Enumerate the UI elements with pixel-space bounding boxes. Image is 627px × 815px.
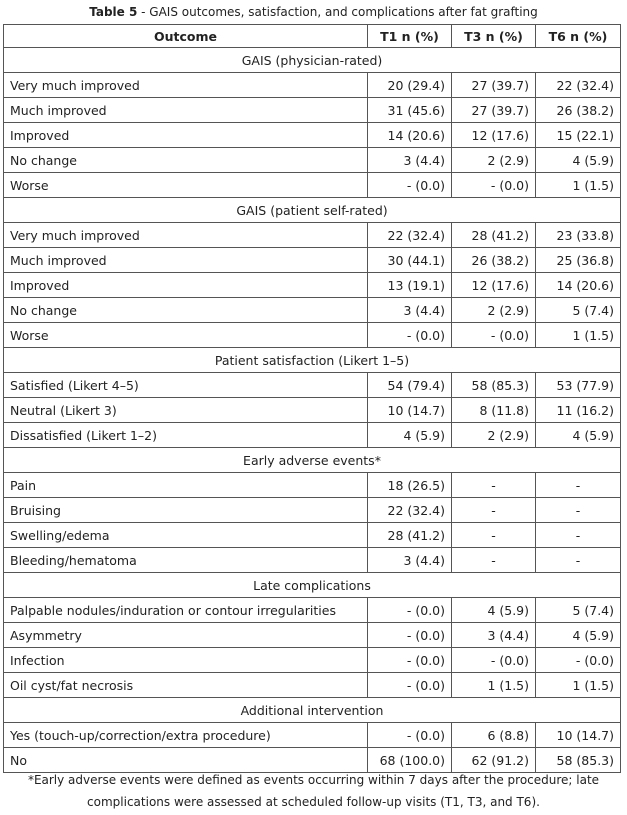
header-t6: T6 n (%)	[536, 25, 621, 48]
table-row	[4, 248, 621, 273]
footnote-line-1: *Early adverse events were defined as events occurring within 7 days after the procedure; late	[27, 773, 600, 787]
cell-t3: 12 (17.6)	[452, 273, 536, 298]
cell-t1: - (0.0)	[368, 723, 452, 748]
cell-t3: 2 (2.9)	[452, 148, 536, 173]
table-title: - GAIS outcomes, satisfaction, and complications after fat grafting	[137, 5, 538, 19]
cell-t3: - (0.0)	[452, 323, 536, 348]
table-row	[4, 98, 621, 123]
table-row	[4, 173, 621, 198]
cell-t6: 4 (5.9)	[536, 423, 621, 448]
cell-t6: 10 (14.7)	[536, 723, 621, 748]
section-title: Late complications	[4, 573, 621, 598]
row-label: No change	[4, 298, 368, 323]
cell-t3: 28 (41.2)	[452, 223, 536, 248]
section-title: GAIS (patient self-rated)	[4, 198, 621, 223]
section-header-row	[4, 698, 621, 723]
cell-t1: 3 (4.4)	[368, 148, 452, 173]
row-label: Pain	[4, 473, 368, 498]
header-t1: T1 n (%)	[368, 25, 452, 48]
cell-t3: - (0.0)	[452, 173, 536, 198]
cell-t6: - (0.0)	[536, 648, 621, 673]
cell-t6: -	[536, 523, 621, 548]
table-row	[4, 223, 621, 248]
row-label: Improved	[4, 273, 368, 298]
table-body	[4, 48, 621, 773]
table-row	[4, 473, 621, 498]
row-label: Very much improved	[4, 73, 368, 98]
table-row	[4, 648, 621, 673]
row-label: Bruising	[4, 498, 368, 523]
cell-t3: 1 (1.5)	[452, 673, 536, 698]
row-label: Worse	[4, 173, 368, 198]
table-row	[4, 73, 621, 98]
cell-t1: 31 (45.6)	[368, 98, 452, 123]
section-header-row	[4, 573, 621, 598]
row-label: Bleeding/hematoma	[4, 548, 368, 573]
cell-t3: 27 (39.7)	[452, 73, 536, 98]
cell-t1: 22 (32.4)	[368, 223, 452, 248]
row-label: Yes (touch-up/correction/extra procedure)	[4, 723, 368, 748]
section-header-row	[4, 348, 621, 373]
cell-t1: 18 (26.5)	[368, 473, 452, 498]
table-row	[4, 398, 621, 423]
cell-t6: 4 (5.9)	[536, 148, 621, 173]
table-row	[4, 548, 621, 573]
row-label: Worse	[4, 323, 368, 348]
section-title: Additional intervention	[4, 698, 621, 723]
cell-t1: 22 (32.4)	[368, 498, 452, 523]
cell-t6: -	[536, 473, 621, 498]
table-row	[4, 298, 621, 323]
table-row	[4, 273, 621, 298]
cell-t1: 14 (20.6)	[368, 123, 452, 148]
cell-t3: 8 (11.8)	[452, 398, 536, 423]
section-header-row	[4, 48, 621, 73]
cell-t6: 1 (1.5)	[536, 673, 621, 698]
header-row	[4, 25, 621, 48]
row-label: Oil cyst/fat necrosis	[4, 673, 368, 698]
cell-t6: 11 (16.2)	[536, 398, 621, 423]
table-row	[4, 148, 621, 173]
header-outcome: Outcome	[4, 25, 368, 48]
cell-t6: 14 (20.6)	[536, 273, 621, 298]
table-row	[4, 123, 621, 148]
cell-t1: 20 (29.4)	[368, 73, 452, 98]
table-row	[4, 323, 621, 348]
cell-t1: 68 (100.0)	[368, 748, 452, 773]
table-row	[4, 423, 621, 448]
cell-t3: - (0.0)	[452, 648, 536, 673]
row-label: Much improved	[4, 98, 368, 123]
cell-t6: 26 (38.2)	[536, 98, 621, 123]
cell-t3: -	[452, 473, 536, 498]
cell-t3: 12 (17.6)	[452, 123, 536, 148]
row-label: No	[4, 748, 368, 773]
cell-t6: 58 (85.3)	[536, 748, 621, 773]
cell-t1: 10 (14.7)	[368, 398, 452, 423]
row-label: Satisfied (Likert 4–5)	[4, 373, 368, 398]
cell-t3: 27 (39.7)	[452, 98, 536, 123]
section-title: Early adverse events*	[4, 448, 621, 473]
cell-t3: 26 (38.2)	[452, 248, 536, 273]
cell-t6: 23 (33.8)	[536, 223, 621, 248]
cell-t3: 2 (2.9)	[452, 423, 536, 448]
cell-t1: - (0.0)	[368, 598, 452, 623]
cell-t1: 28 (41.2)	[368, 523, 452, 548]
table-row	[4, 623, 621, 648]
row-label: Very much improved	[4, 223, 368, 248]
cell-t1: 3 (4.4)	[368, 298, 452, 323]
cell-t3: 3 (4.4)	[452, 623, 536, 648]
cell-t1: 13 (19.1)	[368, 273, 452, 298]
cell-t6: 4 (5.9)	[536, 623, 621, 648]
cell-t1: - (0.0)	[368, 173, 452, 198]
table-row	[4, 598, 621, 623]
cell-t1: 3 (4.4)	[368, 548, 452, 573]
cell-t6: -	[536, 498, 621, 523]
row-label: Infection	[4, 648, 368, 673]
cell-t3: 6 (8.8)	[452, 723, 536, 748]
cell-t6: 53 (77.9)	[536, 373, 621, 398]
cell-t1: - (0.0)	[368, 623, 452, 648]
cell-t1: 30 (44.1)	[368, 248, 452, 273]
cell-t3: -	[452, 548, 536, 573]
cell-t3: 2 (2.9)	[452, 298, 536, 323]
table-caption	[0, 3, 627, 21]
cell-t1: - (0.0)	[368, 673, 452, 698]
row-label: No change	[4, 148, 368, 173]
footnote-line-2: complications were assessed at scheduled follow-up visits (T1, T3, and T6).	[87, 795, 540, 809]
row-label: Neutral (Likert 3)	[4, 398, 368, 423]
row-label: Much improved	[4, 248, 368, 273]
cell-t1: 4 (5.9)	[368, 423, 452, 448]
cell-t6: 15 (22.1)	[536, 123, 621, 148]
cell-t1: 54 (79.4)	[368, 373, 452, 398]
cell-t6: 22 (32.4)	[536, 73, 621, 98]
cell-t6: 5 (7.4)	[536, 298, 621, 323]
row-label: Improved	[4, 123, 368, 148]
cell-t3: 62 (91.2)	[452, 748, 536, 773]
cell-t1: - (0.0)	[368, 648, 452, 673]
table-row	[4, 373, 621, 398]
cell-t3: 58 (85.3)	[452, 373, 536, 398]
table-row	[4, 673, 621, 698]
row-label: Swelling/edema	[4, 523, 368, 548]
cell-t3: -	[452, 498, 536, 523]
cell-t3: 4 (5.9)	[452, 598, 536, 623]
cell-t3: -	[452, 523, 536, 548]
section-title: Patient satisfaction (Likert 1–5)	[4, 348, 621, 373]
cell-t1: - (0.0)	[368, 323, 452, 348]
row-label: Asymmetry	[4, 623, 368, 648]
row-label: Palpable nodules/induration or contour irregularities	[4, 598, 368, 623]
row-label: Dissatisfied (Likert 1–2)	[4, 423, 368, 448]
section-header-row	[4, 198, 621, 223]
section-title: GAIS (physician-rated)	[4, 48, 621, 73]
outcomes-table	[3, 24, 621, 773]
cell-t6: 25 (36.8)	[536, 248, 621, 273]
section-header-row	[4, 448, 621, 473]
cell-t6: -	[536, 548, 621, 573]
table-row	[4, 723, 621, 748]
cell-t6: 1 (1.5)	[536, 323, 621, 348]
table-label: Table 5	[89, 5, 138, 19]
table-row	[4, 498, 621, 523]
header-t3: T3 n (%)	[452, 25, 536, 48]
table-row	[4, 523, 621, 548]
footnote	[0, 769, 627, 813]
cell-t6: 1 (1.5)	[536, 173, 621, 198]
cell-t6: 5 (7.4)	[536, 598, 621, 623]
